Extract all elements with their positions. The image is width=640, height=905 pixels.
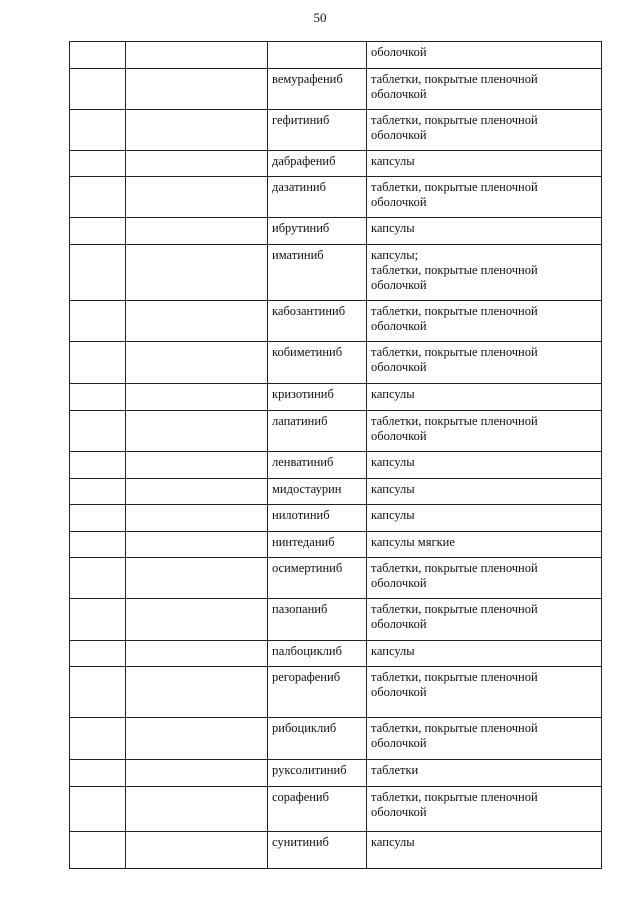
code-cell [70, 42, 126, 69]
drug-name-cell: регорафениб [268, 667, 367, 718]
dosage-form-line: оболочкой [371, 805, 427, 819]
dosage-form-cell [367, 301, 602, 342]
dosage-form-line: оболочкой [371, 87, 427, 101]
dosage-form-line: таблетки, покрытые пленочной [371, 180, 538, 194]
drug-name-cell: дабрафениб [268, 151, 367, 177]
dosage-form-line: оболочкой [371, 45, 427, 59]
table-row [70, 42, 602, 69]
dosage-form-line: таблетки, покрытые пленочной [371, 561, 538, 575]
dosage-form-line: таблетки [371, 763, 419, 777]
drug-name-cell: вемурафениб [268, 69, 367, 110]
group-cell [126, 342, 268, 384]
dosage-form-cell [367, 151, 602, 177]
dosage-form-cell [367, 532, 602, 558]
table-row [70, 245, 602, 301]
code-cell [70, 69, 126, 110]
dosage-form-line: капсулы [371, 644, 415, 658]
group-cell [126, 110, 268, 151]
table-row [70, 301, 602, 342]
group-cell [126, 558, 268, 599]
group-cell [126, 42, 268, 69]
dosage-form-cell [367, 384, 602, 411]
group-cell [126, 301, 268, 342]
group-cell [126, 787, 268, 832]
dosage-form-line: капсулы [371, 455, 415, 469]
code-cell [70, 151, 126, 177]
table-row [70, 411, 602, 452]
table-row [70, 384, 602, 411]
code-cell [70, 301, 126, 342]
dosage-form-cell [367, 245, 602, 301]
table-row [70, 479, 602, 505]
dosage-form-line: оболочкой [371, 278, 427, 292]
group-cell [126, 505, 268, 532]
group-cell [126, 832, 268, 869]
group-cell [126, 760, 268, 787]
code-cell [70, 718, 126, 760]
code-cell [70, 787, 126, 832]
group-cell [126, 641, 268, 667]
table-row [70, 558, 602, 599]
table-row [70, 532, 602, 558]
dosage-form-line: капсулы [371, 482, 415, 496]
drug-name-cell: лапатиниб [268, 411, 367, 452]
dosage-form-cell [367, 452, 602, 479]
dosage-form-line: таблетки, покрытые пленочной [371, 721, 538, 735]
dosage-form-cell [367, 42, 602, 69]
dosage-form-line: таблетки, покрытые пленочной [371, 113, 538, 127]
table-row [70, 505, 602, 532]
code-cell [70, 832, 126, 869]
drug-name-cell: палбоциклиб [268, 641, 367, 667]
dosage-form-line: оболочкой [371, 685, 427, 699]
dosage-form-cell [367, 599, 602, 641]
dosage-form-line: оболочкой [371, 319, 427, 333]
code-cell [70, 342, 126, 384]
table-row [70, 787, 602, 832]
table-row [70, 599, 602, 641]
drug-table [69, 41, 602, 869]
dosage-form-line: капсулы [371, 508, 415, 522]
group-cell [126, 384, 268, 411]
dosage-form-line: оболочкой [371, 736, 427, 750]
group-cell [126, 245, 268, 301]
group-cell [126, 479, 268, 505]
code-cell [70, 218, 126, 245]
dosage-form-cell [367, 411, 602, 452]
dosage-form-line: таблетки, покрытые пленочной [371, 602, 538, 616]
table-row [70, 641, 602, 667]
table-row [70, 110, 602, 151]
drug-name-cell: кобиметиниб [268, 342, 367, 384]
drug-name-cell: нинтеданиб [268, 532, 367, 558]
drug-name-cell: мидостаурин [268, 479, 367, 505]
drug-name-cell: рибоциклиб [268, 718, 367, 760]
code-cell [70, 245, 126, 301]
group-cell [126, 177, 268, 218]
dosage-form-line: капсулы мягкие [371, 535, 455, 549]
dosage-form-line: оболочкой [371, 128, 427, 142]
table-row [70, 452, 602, 479]
dosage-form-line: таблетки, покрытые пленочной [371, 263, 538, 277]
drug-name-cell: кабозантиниб [268, 301, 367, 342]
code-cell [70, 505, 126, 532]
code-cell [70, 384, 126, 411]
drug-name-cell: осимертиниб [268, 558, 367, 599]
drug-name-cell: гефитиниб [268, 110, 367, 151]
dosage-form-line: капсулы [371, 835, 415, 849]
code-cell [70, 177, 126, 218]
code-cell [70, 760, 126, 787]
table-row [70, 342, 602, 384]
table-row [70, 832, 602, 869]
table-row [70, 760, 602, 787]
group-cell [126, 718, 268, 760]
dosage-form-line: таблетки, покрытые пленочной [371, 304, 538, 318]
dosage-form-line: оболочкой [371, 429, 427, 443]
table-row [70, 69, 602, 110]
dosage-form-line: капсулы; [371, 248, 419, 262]
dosage-form-cell [367, 218, 602, 245]
table-row [70, 718, 602, 760]
group-cell [126, 599, 268, 641]
code-cell [70, 641, 126, 667]
code-cell [70, 452, 126, 479]
code-cell [70, 110, 126, 151]
code-cell [70, 479, 126, 505]
dosage-form-line: таблетки, покрытые пленочной [371, 345, 538, 359]
table-row [70, 177, 602, 218]
dosage-form-line: таблетки, покрытые пленочной [371, 72, 538, 86]
dosage-form-line: таблетки, покрытые пленочной [371, 790, 538, 804]
dosage-form-line: капсулы [371, 221, 415, 235]
dosage-form-cell [367, 558, 602, 599]
group-cell [126, 151, 268, 177]
drug-name-cell: сунитиниб [268, 832, 367, 869]
code-cell [70, 599, 126, 641]
table-row [70, 218, 602, 245]
drug-name-cell: кризотиниб [268, 384, 367, 411]
table-row [70, 151, 602, 177]
dosage-form-line: таблетки, покрытые пленочной [371, 414, 538, 428]
dosage-form-line: оболочкой [371, 617, 427, 631]
code-cell [70, 532, 126, 558]
group-cell [126, 218, 268, 245]
dosage-form-cell [367, 110, 602, 151]
group-cell [126, 667, 268, 718]
drug-name-cell: ибрутиниб [268, 218, 367, 245]
drug-table-body [70, 42, 602, 869]
dosage-form-cell [367, 177, 602, 218]
drug-name-cell: пазопаниб [268, 599, 367, 641]
dosage-form-line: капсулы [371, 387, 415, 401]
drug-name-cell: руксолитиниб [268, 760, 367, 787]
dosage-form-cell [367, 69, 602, 110]
code-cell [70, 411, 126, 452]
dosage-form-line: оболочкой [371, 195, 427, 209]
dosage-form-cell [367, 667, 602, 718]
dosage-form-line: оболочкой [371, 576, 427, 590]
code-cell [70, 558, 126, 599]
dosage-form-line: капсулы [371, 154, 415, 168]
dosage-form-cell [367, 505, 602, 532]
group-cell [126, 69, 268, 110]
dosage-form-cell [367, 479, 602, 505]
drug-name-cell: ленватиниб [268, 452, 367, 479]
drug-name-cell: сорафениб [268, 787, 367, 832]
dosage-form-cell [367, 342, 602, 384]
drug-name-cell: нилотиниб [268, 505, 367, 532]
dosage-form-cell [367, 832, 602, 869]
dosage-form-line: таблетки, покрытые пленочной [371, 670, 538, 684]
group-cell [126, 532, 268, 558]
group-cell [126, 452, 268, 479]
page-number: 50 [313, 10, 327, 25]
code-cell [70, 667, 126, 718]
dosage-form-cell [367, 718, 602, 760]
drug-name-cell [268, 42, 367, 69]
drug-name-cell: иматиниб [268, 245, 367, 301]
dosage-form-cell [367, 787, 602, 832]
dosage-form-cell [367, 641, 602, 667]
dosage-form-line: оболочкой [371, 360, 427, 374]
drug-name-cell: дазатиниб [268, 177, 367, 218]
table-row [70, 667, 602, 718]
group-cell [126, 411, 268, 452]
dosage-form-cell [367, 760, 602, 787]
